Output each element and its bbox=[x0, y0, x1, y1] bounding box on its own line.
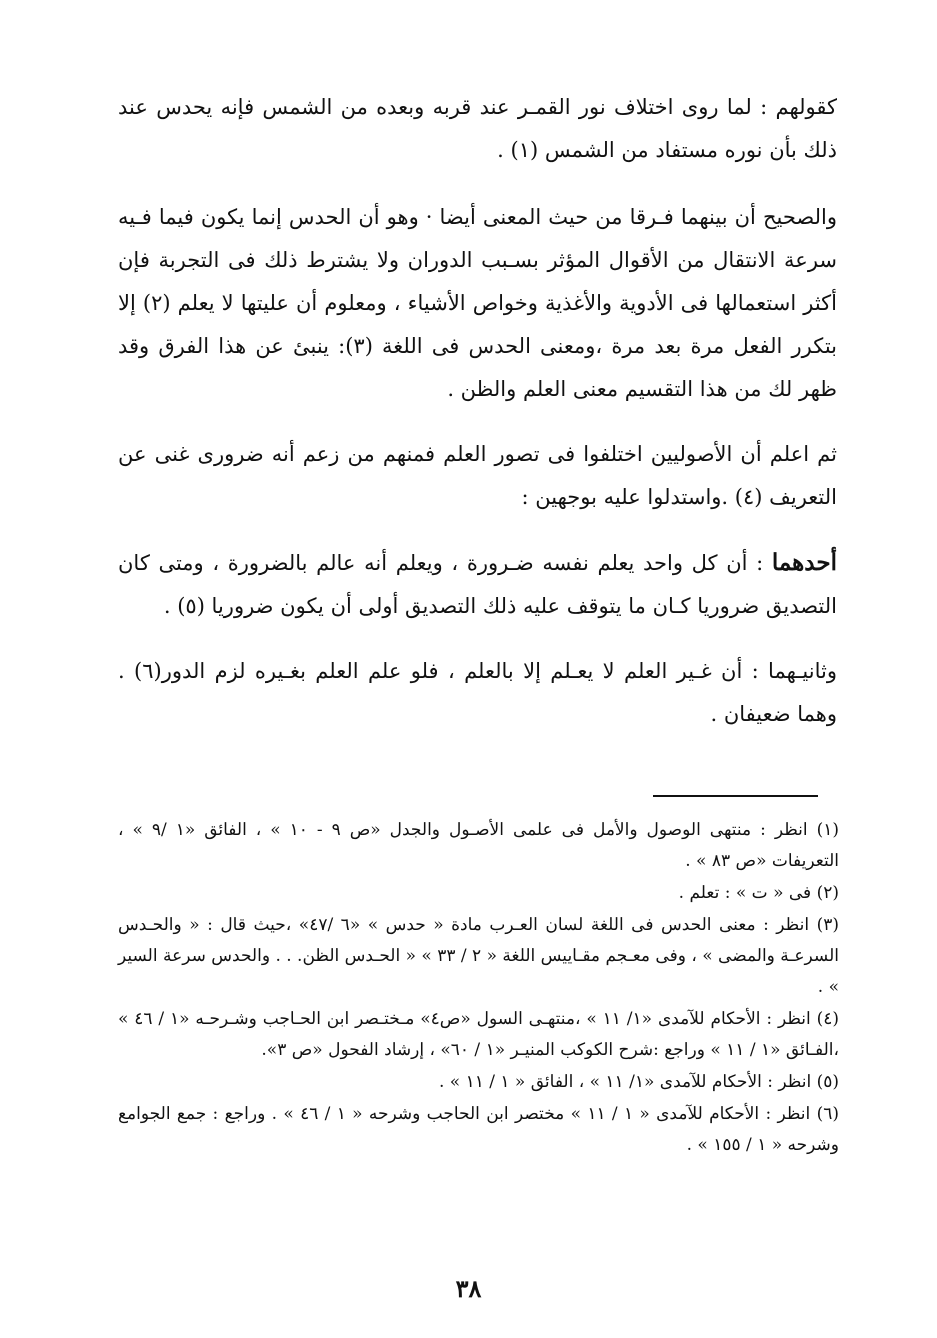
main-text bbox=[118, 86, 837, 758]
footnote-6: (٦) انظر : الأحكام للآمدى « ١ / ١١ » مختصر ابن الحاجب وشرحه « ١ / ٤٦ » . وراجع : جمع الجوامع وشرحه « ١ / ١٥٥ » . bbox=[118, 1104, 839, 1155]
paragraph-1 bbox=[118, 86, 837, 172]
paragraph-5 bbox=[118, 650, 837, 736]
paragraph-4-text: : أن كل واحد يعلم نفسه ضـرورة ، ويعلم أنه عالم بالضرورة ، ومتى كان التصديق ضروريا كـان ما يتوقف عليه ذلك التصديق أولى أن يكون ضروريا (٥) . bbox=[118, 551, 837, 618]
footnote-4: (٤) انظر : الأحكام للآمدى «١/ ١١ » ،منتهـى السول «ص٤» مـختـصر ابن الحـاجب وشـرحـه «١ / ٤٦ » ،الفـائق «١ / ١١ » وراجع :شرح الكوكب المنيـر «١ / ٦٠» ، إرشاد الفحول «ص ٣». bbox=[118, 1009, 840, 1060]
footnote-3: (٣) انظر : معنى الحدس فى اللغة لسان العـرب مادة « حدس » «٦ /٤٧» ،حيث قال : « والحـدس السرعـة والمضى » ، وفى معـجم مقـاييس اللغة « ٢ / ٣٣ » « الحـدس الظن. . . والحدس سرعة السير » . bbox=[118, 915, 839, 997]
paragraph-3-text: ثم اعلم أن الأصوليين اختلفوا فى تصور العلم فمنهم من زعم أنه ضرورى غنى عن التعريف (٤) .واستدلوا عليه بوجهين : bbox=[118, 442, 837, 509]
footnote-2: (٢) فى « ت » : تعلم . bbox=[678, 883, 839, 903]
paragraph-2-text: والصحيح أن بينهما فـرقا من حيث المعنى أيضا · وهو أن الحدس إنما يكون فيما فـيه سرعة الانتقال من الأقوال المؤثر بسـبب الدوران ولا يشترط ذلك فى التجربة فإن أكثر استعمالها فى الأدوية والأغذية وخواص الأشياء ، ومعلوم أن عليتها لا يعلم (٢) إلا بتكرر الفعل مرة بعد مرة ،ومعنى الحدس فى اللغة (٣): ينبئ عن هذا الفرق وقد ظهر لك من هذا التقسيم معنى العلم والظن . bbox=[118, 205, 837, 401]
footnote-1: (١) انظر : منتهى الوصول والأمل فى علمى الأصـول والجدل «ص ٩ - ١٠ » ، الفائق «١ /٩ » ، التعريفات «ص ٨٣ » . bbox=[118, 820, 839, 871]
paragraph-5-text: وثانيـهما : أن غـير العلم لا يعـلم إلا بالعلم ، فلو علم العلم بغـيره لزم الدور(٦) . وهما ضعيفان . bbox=[118, 659, 837, 726]
paragraph-4-lead: أحدهما bbox=[771, 549, 837, 576]
paragraph-4 bbox=[118, 541, 837, 628]
footnote-separator bbox=[653, 795, 818, 797]
footnote-5: (٥) انظر : الأحكام للآمدى «١/ ١١ » ، الفائق « ١ / ١١ » . bbox=[438, 1072, 839, 1092]
page-number: ٣٨ bbox=[455, 1274, 482, 1303]
footnotes-list bbox=[118, 815, 839, 1162]
paragraph-3 bbox=[118, 433, 837, 519]
paragraph-2 bbox=[118, 196, 837, 411]
paragraph-1-text: كقولهم : لما روى اختلاف نور القمـر عند قربه وبعده من الشمس فإنه يحدس عند ذلك بأن نوره مستفاد من الشمس (١) . bbox=[118, 95, 837, 162]
